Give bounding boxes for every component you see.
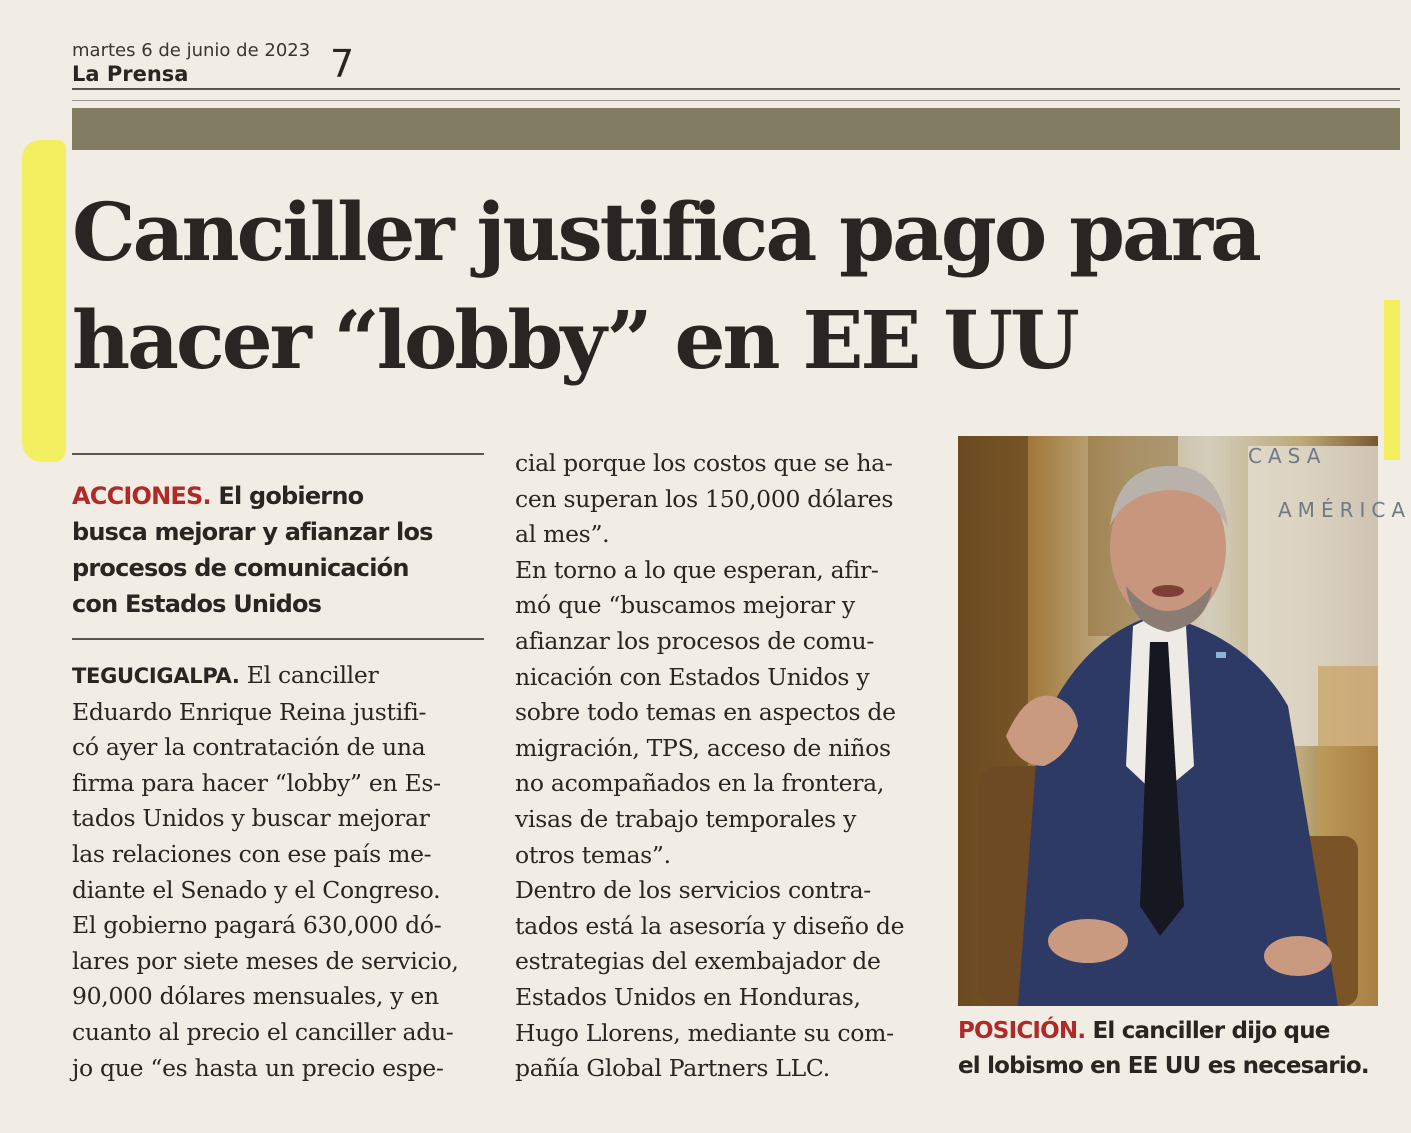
col2-line: tados está la asesoría y diseño de [515,911,905,940]
col2-line: al mes”. [515,520,610,549]
headline-line-1: Canciller justifica pago para [72,185,1259,279]
col2-line: cen superan los 150,000 dólares [515,484,894,513]
col2-line: migración, TPS, acceso de niños [515,733,891,762]
col2-line: nicación con Estados Unidos y [515,662,870,691]
col2-line: mó que “buscamos mejorar y [515,591,855,620]
subhead-line-3: procesos de comunicación [72,554,409,582]
col1-line: El gobierno pagará 630,000 dó- [72,911,442,940]
caption-kicker: POSICIÓN. [958,1018,1086,1044]
col1-line: las relaciones con ese país me- [72,839,432,868]
header-rule-thin [72,100,1400,101]
highlighter-mark-right [1384,300,1400,460]
headline [72,178,1362,394]
photo-caption [958,1014,1388,1084]
article-photo [958,436,1411,1006]
col2-line: visas de trabajo temporales y [515,804,857,833]
body-column-1 [72,658,488,1086]
col2-line: sobre todo temas en aspectos de [515,698,896,727]
col2-line: afianzar los procesos de comu- [515,626,874,655]
col1-line: cuanto al precio el canciller adu- [72,1017,454,1046]
col1-line: tados Unidos y buscar mejorar [72,804,430,833]
col2-line: Estados Unidos en Honduras, [515,982,861,1011]
photo-sign-bottom: AMÉRICA [1278,498,1411,522]
headline-line-2: hacer “lobby” en EE UU [72,293,1077,387]
col2-line: no acompañados en la frontera, [515,769,885,798]
col2-line: En torno a lo que esperan, afir- [515,555,879,584]
photo-sign-top: CASA [1248,444,1327,468]
caption-line-1: El canciller dijo que [1085,1018,1330,1044]
subhead [72,478,484,622]
col1-line: diante el Senado y el Congreso. [72,875,441,904]
issue-date: martes 6 de junio de 2023 [72,40,311,61]
col2-line: Dentro de los servicios contra- [515,876,871,905]
col2-line: otros temas”. [515,840,671,869]
col1-line: lares por siete meses de servicio, [72,946,459,975]
col1-line: El canciller [239,661,379,689]
caption-line-2: el lobismo en EE UU es necesario. [958,1053,1369,1079]
subhead-rule-bottom [72,638,484,640]
col1-line: có ayer la contratación de una [72,733,426,762]
subhead-line-2: busca mejorar y afianzar los [72,518,433,546]
col1-line: Eduardo Enrique Reina justifi- [72,697,427,726]
highlighter-mark-left [22,140,66,462]
col2-line: pañía Global Partners LLC. [515,1054,830,1083]
subhead-line-1: El gobierno [210,482,364,510]
col1-line: firma para hacer “lobby” en Es- [72,768,441,797]
page-number: 7 [330,42,355,86]
subhead-line-4: con Estados Unidos [72,590,322,618]
subhead-kicker: ACCIONES. [72,482,211,510]
col1-line: 90,000 dólares mensuales, y en [72,982,439,1011]
col2-line: Hugo Llorens, mediante su com- [515,1018,894,1047]
header-rule [72,88,1400,90]
subhead-rule-top [72,453,484,455]
publication-name: La Prensa [72,62,189,86]
col1-line: jo que “es hasta un precio espe- [72,1053,444,1082]
col2-line: estrategias del exembajador de [515,947,881,976]
dateline: TEGUCIGALPA. [72,664,240,688]
section-bar [72,108,1400,150]
body-column-2 [515,446,935,1087]
col2-line: cial porque los costos que se ha- [515,449,893,477]
